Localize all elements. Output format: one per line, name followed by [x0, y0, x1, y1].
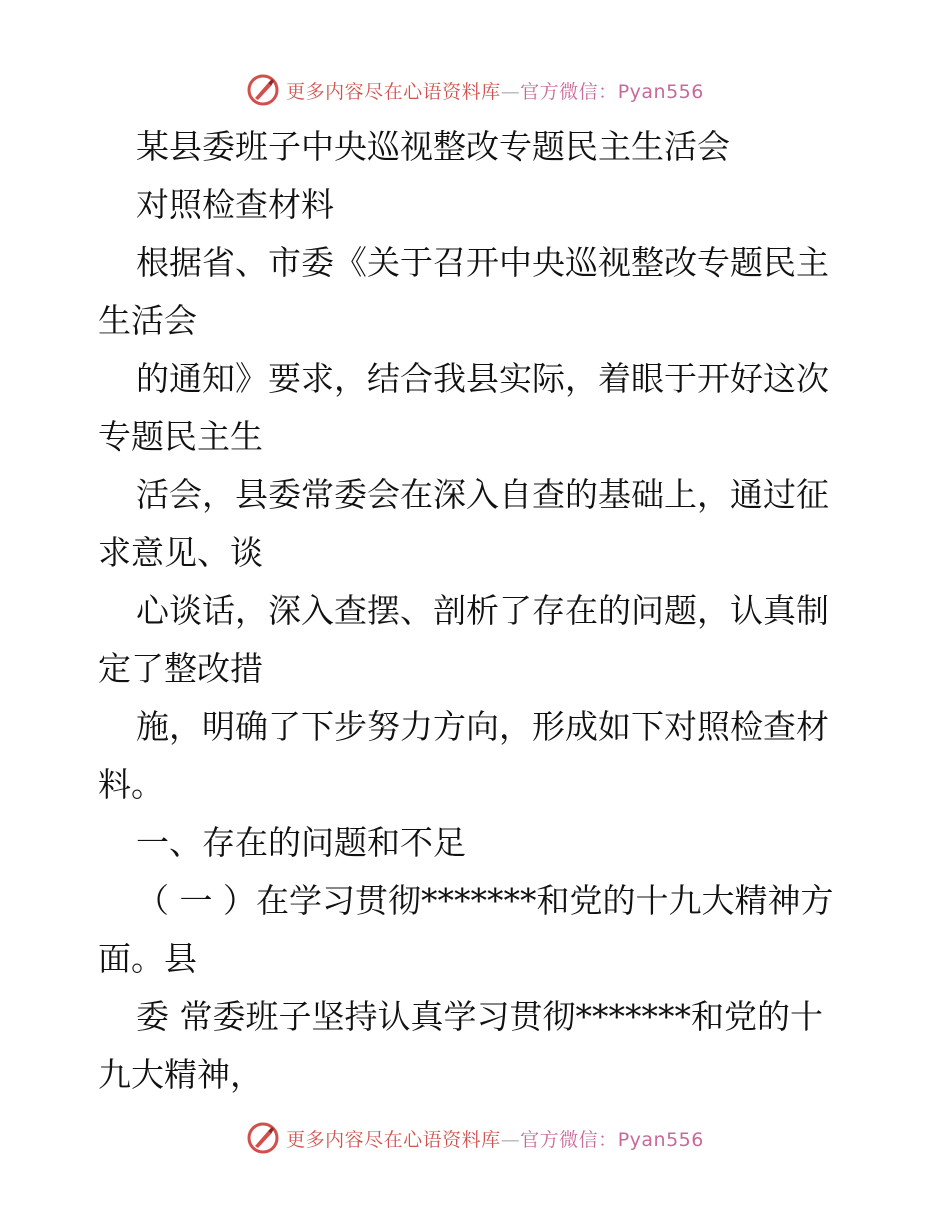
- text-line: 根据省、市委《关于召开中央巡视整改专题民主: [136, 243, 829, 282]
- watermark-main: 更多内容尽在心语资料库: [286, 80, 501, 103]
- text-line: 生活会: [98, 301, 197, 340]
- text-line: 定了整改措: [98, 649, 263, 688]
- pen-logo-icon: [246, 73, 280, 107]
- text-line: 一、存在的问题和不足: [136, 823, 466, 862]
- text-line: 专题民主生: [98, 417, 263, 456]
- text-line: 活会，县委常委会在深入自查的基础上，通过征: [136, 475, 829, 514]
- watermark-header: [0, 70, 950, 110]
- watermark-handle: Pyan556: [617, 80, 704, 103]
- watermark-dash: —: [500, 80, 521, 103]
- text-line: 料。: [98, 765, 164, 804]
- text-line: 对照检查材料: [136, 185, 334, 224]
- text-line: 心谈话，深入查摆、剖析了存在的问题，认真制: [136, 591, 829, 630]
- text-line: 面。县: [98, 939, 197, 978]
- text-line: 的通知》要求，结合我县实际，着眼于开好这次: [136, 359, 829, 398]
- watermark-wechat-label: 官方微信：: [520, 1128, 618, 1151]
- watermark-wechat-label: 官方微信：: [520, 80, 618, 103]
- watermark-main: 更多内容尽在心语资料库: [286, 1128, 501, 1151]
- watermark-text: [286, 1125, 704, 1152]
- text-line: 施，明确了下步努力方向，形成如下对照检查材: [136, 707, 829, 746]
- watermark-text: [286, 77, 704, 104]
- text-line: 求意见、谈: [98, 533, 263, 572]
- text-line: 委 常委班子坚持认真学习贯彻*******和党的十: [136, 997, 823, 1036]
- watermark-footer: [0, 1118, 950, 1158]
- pen-logo-icon: [246, 1121, 280, 1155]
- watermark-dash: —: [500, 1128, 521, 1151]
- watermark-handle: Pyan556: [617, 1128, 704, 1151]
- text-line: （ 一 ）在学习贯彻*******和党的十九大精神方: [136, 881, 834, 920]
- text-line: 九大精神，: [98, 1055, 263, 1094]
- text-line: 某县委班子中央巡视整改专题民主生活会: [136, 127, 730, 166]
- document-body: [98, 118, 858, 1104]
